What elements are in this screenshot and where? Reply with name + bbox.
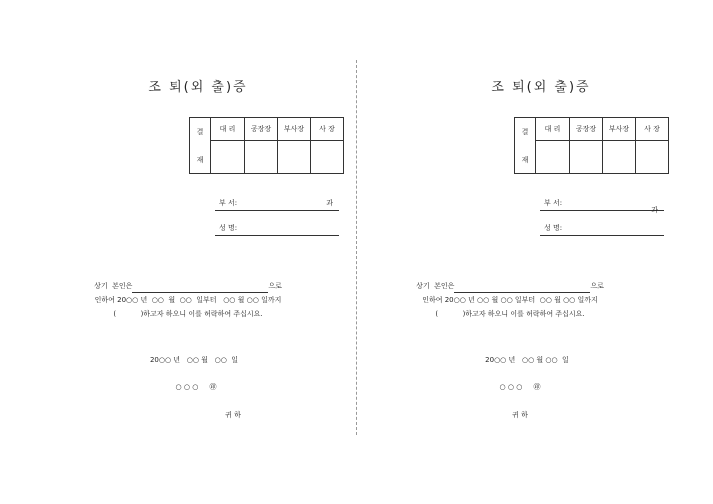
department-label: 부 서: (219, 199, 238, 207)
approval-box[interactable] (536, 141, 570, 174)
form-title: 조 퇴(외 출)증 (148, 80, 248, 95)
approval-header-vice-president: 부사장 (278, 118, 311, 141)
body-suffix: 으로 (268, 282, 282, 290)
body-line-3: ( )하고자 하오니 이를 허락하여 주십시요. (435, 310, 585, 318)
department-suffix: 과 (651, 206, 658, 214)
signature-line: ○ ○ ○ ㊞ (499, 383, 541, 391)
body-line-3: ( )하고자 하오니 이를 허락하여 주십시요. (113, 310, 263, 318)
name-label: 성 명: (219, 224, 238, 232)
approval-box[interactable] (311, 141, 344, 174)
name-field[interactable] (540, 221, 664, 236)
request-text (10, 279, 366, 321)
form-left (0, 0, 356, 504)
approval-header-manager: 대 리 (536, 118, 570, 141)
body-line-2: 인하여 20○○ 년 ○○ 월 ○○ 일부터 ○○ 월 ○○ 일까지 (422, 296, 598, 304)
reason-blank[interactable] (132, 283, 268, 293)
name-label: 성 명: (544, 224, 563, 232)
name-field[interactable] (215, 221, 339, 236)
form-right (357, 0, 713, 504)
approval-header-plant-head: 공장장 (570, 118, 603, 141)
approval-table (514, 117, 669, 174)
approval-side-label: 결 재 (190, 118, 211, 174)
date-line: 20○○ 년 ○○ 월 ○○ 일 (485, 356, 569, 364)
approval-box[interactable] (245, 141, 278, 174)
body-suffix: 으로 (590, 282, 604, 290)
department-field[interactable] (540, 196, 664, 214)
approval-table (189, 117, 344, 174)
body-prefix: 상기 본인은 (416, 282, 455, 290)
request-text (332, 279, 688, 321)
approval-header-manager: 대 리 (211, 118, 245, 141)
addressee: 귀 하 (225, 411, 241, 419)
approval-box[interactable] (636, 141, 669, 174)
approval-box[interactable] (211, 141, 245, 174)
body-prefix: 상기 본인은 (94, 282, 133, 290)
date-line: 20○○ 년 ○○ 월 ○○ 일 (149, 356, 239, 364)
signature-line: ○ ○ ○ ㊞ (175, 383, 217, 391)
department-field[interactable] (215, 196, 339, 211)
approval-header-president: 사 장 (311, 118, 344, 141)
approval-header-plant-head: 공장장 (245, 118, 278, 141)
department-suffix: 과 (326, 199, 333, 207)
approval-box[interactable] (570, 141, 603, 174)
addressee: 귀 하 (512, 411, 528, 419)
approval-box[interactable] (278, 141, 311, 174)
approval-header-president: 사 장 (636, 118, 669, 141)
department-label: 부 서: (544, 199, 563, 207)
body-line-2: 인하여 20○○ 년 ○○ 월 ○○ 일부터 ○○ 월 ○○ 일까지 (94, 296, 282, 304)
approval-box[interactable] (603, 141, 636, 174)
form-title: 조 퇴(외 출)증 (491, 80, 591, 95)
reason-blank[interactable] (454, 283, 590, 293)
approval-side-label: 결 재 (515, 118, 536, 174)
approval-header-vice-president: 부사장 (603, 118, 636, 141)
